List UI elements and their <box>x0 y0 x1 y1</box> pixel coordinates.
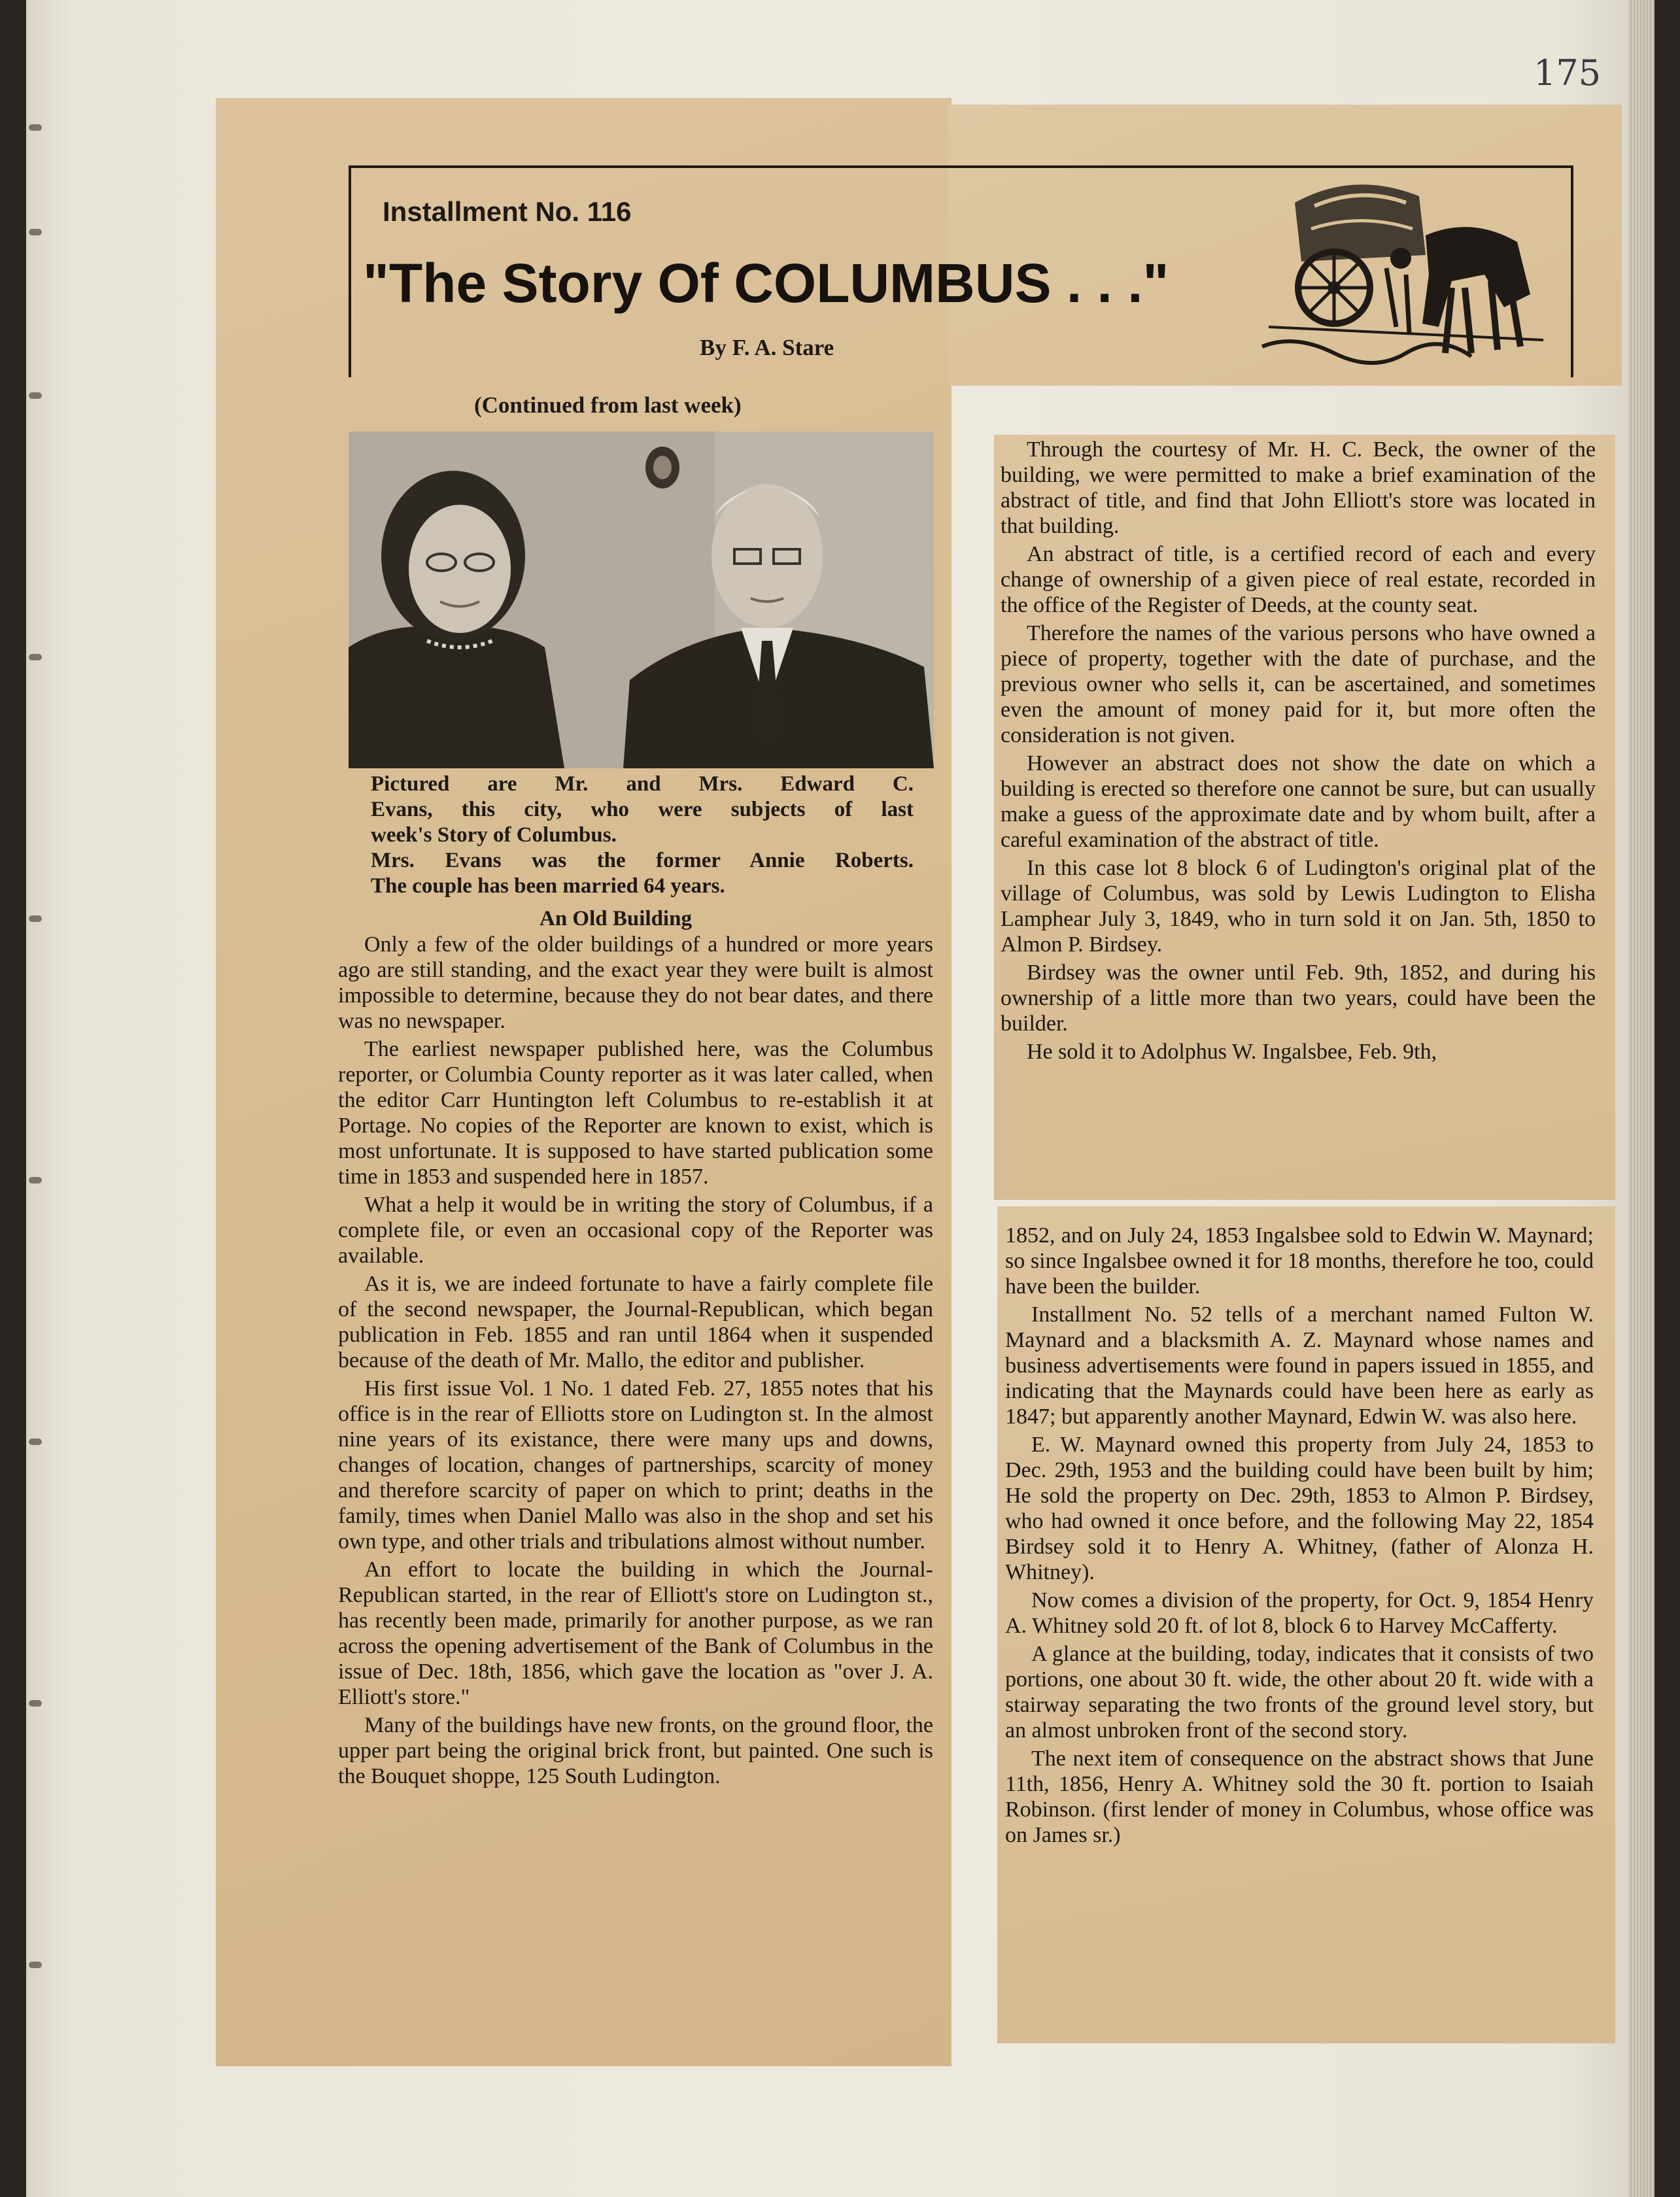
binding-ring <box>29 654 42 660</box>
binding-ring <box>29 124 42 131</box>
caption-line: Mrs. Evans was the former Annie Roberts. <box>371 849 914 872</box>
paragraph: What a help it would be in writing the story of Columbus, if a complete file, or even an occasional copy of the Reporter was available. <box>338 1193 933 1268</box>
section-subhead: An Old Building <box>540 907 692 930</box>
paragraph: Installment No. 52 tells of a merchant named Fulton W. Maynard and a blacksmith A. Z. Maynard whose names and business advertisements were found in papers issued in 1855, and indicating that the Maynards could have been here as early as 1847; but apparently another Maynard, Edwin W. was also here. <box>1005 1303 1594 1429</box>
byline: By F. A. Stare <box>700 335 834 360</box>
paragraph: Many of the buildings have new fronts, on the ground floor, the upper part being the original brick front, but painted. One such is the Bouquet shoppe, 125 South Ludington. <box>338 1713 933 1788</box>
portrait-photo <box>349 432 934 768</box>
article-column-right-top <box>1001 437 1596 1067</box>
binding-ring <box>29 1439 42 1445</box>
covered-wagon-illustration <box>1256 177 1550 373</box>
binding-ring <box>29 915 42 922</box>
photo-caption <box>371 772 914 899</box>
caption-line: week's Story of Columbus. <box>371 823 617 847</box>
caption-line: The couple has been married 64 years. <box>371 874 725 898</box>
paragraph: A glance at the building, today, indicates that it consists of two portions, one about 30 ft. wide, the other about 20 ft. wide with a stairway separating the two fronts of the ground level story, but an almost unbroken front of the second story. <box>1005 1642 1594 1743</box>
binding-ring <box>29 229 42 235</box>
paragraph: Therefore the names of the various persons who have owned a piece of property, together with the date of purchase, and the previous owner who sells it, can be ascertained, and sometimes even the amount of money paid for it, but more often the consideration is not given. <box>1001 621 1596 747</box>
paragraph: However an abstract does not show the date on which a building is erected so therefore one cannot be sure, but can usually make a guess of the approximate date and by whom built, after a careful examination of the abstract of title. <box>1001 751 1596 852</box>
paragraph: Now comes a division of the property, for Oct. 9, 1854 Henry A. Whitney sold 20 ft. of lot 8, block 6 to Harvey McCafferty. <box>1005 1588 1594 1638</box>
paragraph: The next item of consequence on the abstract shows that June 11th, 1856, Henry A. Whitney sold the 30 ft. portion to Isaiah Robinson. (first lender of money in Columbus, whose office was on James sr.) <box>1005 1746 1594 1847</box>
binding-ring <box>29 392 42 399</box>
paragraph: He sold it to Adolphus W. Ingalsbee, Feb. 9th, <box>1027 1040 1437 1064</box>
paragraph: E. W. Maynard owned this property from July 24, 1853 to Dec. 29th, 1953 and the building could have been built by him; He sold the property on Dec. 29th, 1853 to Almon P. Birdsey, who had owned it once before, and the following May 22, 1854 Birdsey sold it to Henry A. Whitney, (father of Alonza H. Whitney). <box>1005 1433 1594 1584</box>
continued-note: (Continued from last week) <box>474 392 742 418</box>
page-edge <box>1628 0 1654 2197</box>
paragraph: Through the courtesy of Mr. H. C. Beck, the owner of the building, we were permitted to make a brief examination of the abstract of title, and find that John Elliott's store was located in that building. <box>1001 437 1596 538</box>
paragraph: As it is, we are indeed fortunate to have a fairly complete file of the second newspaper, the Journal-Republican, which began publication in Feb. 1855 and ran until 1864 when it suspended because of the death of Mr. Mallo, the editor and publisher. <box>338 1272 933 1372</box>
binding-ring <box>29 1962 42 1968</box>
paragraph: In this case lot 8 block 6 of Ludington's original plat of the village of Columbus, was sold by Lewis Ludington to Elisha Lamphear July 3, 1849, who in turn sold it on Jan. 5th, 1850 to Almon P. Birdsey. <box>1001 856 1596 957</box>
article-column-right-bottom <box>1005 1223 1594 1850</box>
caption-line: Pictured are Mr. and Mrs. Edward C. <box>371 772 914 796</box>
paragraph: An effort to locate the building in which the Journal-Republican started, in the rear of Elliott's store on Ludington st., has recently been made, primarily for another purpose, as we ran across the opening advertisement of the Bank of Columbus in the issue of Dec. 18th, 1856, which gave the location as "over J. A. Elliott's store." <box>338 1558 933 1709</box>
article-headline: "The Story Of COLUMBUS . . ." <box>363 252 1169 314</box>
page-number: 175 <box>1534 52 1602 94</box>
paragraph: Only a few of the older buildings of a hundred or more years ago are still standing, and the exact year they were built is almost impossible to determine, because they do not bear dates, and there was no newspaper. <box>338 932 933 1033</box>
paragraph: His first issue Vol. 1 No. 1 dated Feb. 27, 1855 notes that his office is in the rear of Elliotts store on Ludington st. In the almost nine years of its existance, there were many ups and downs, changes of location, changes of partnerships, scarcity of money and therefore scarcity of paper on which to print; deaths in the family, times when Daniel Mallo was also in the shop and set his own type, and other trials and tribulations almost without number. <box>338 1376 933 1554</box>
paragraph: The earliest newspaper published here, was the Columbus reporter, or Columbia County reporter as it was later called, when the editor Carr Huntington left Columbus to re-establish it at Portage. No copies of the Reporter are known to exist, which is most unfortunate. It is supposed to have started publication some time in 1853 and suspended here in 1857. <box>338 1037 933 1189</box>
paragraph: An abstract of title, is a certified record of each and every change of ownership of a given piece of real estate, recorded in the office of the Register of Deeds, at the county seat. <box>1001 542 1596 617</box>
binding-ring <box>29 1177 42 1184</box>
caption-line: Evans, this city, who were subjects of last <box>371 798 914 821</box>
paragraph: Birdsey was the owner until Feb. 9th, 1852, and during his ownership of a little more than two years, could have been the builder. <box>1001 961 1596 1036</box>
paragraph: 1852, and on July 24, 1853 Ingalsbee sold to Edwin W. Maynard; so since Ingalsbee owned it for 18 months, therefore he too, could have been the builder. <box>1005 1223 1594 1299</box>
installment-label: Installment No. 116 <box>383 196 632 227</box>
binding-ring <box>29 1700 42 1707</box>
article-column-left <box>338 932 933 1792</box>
